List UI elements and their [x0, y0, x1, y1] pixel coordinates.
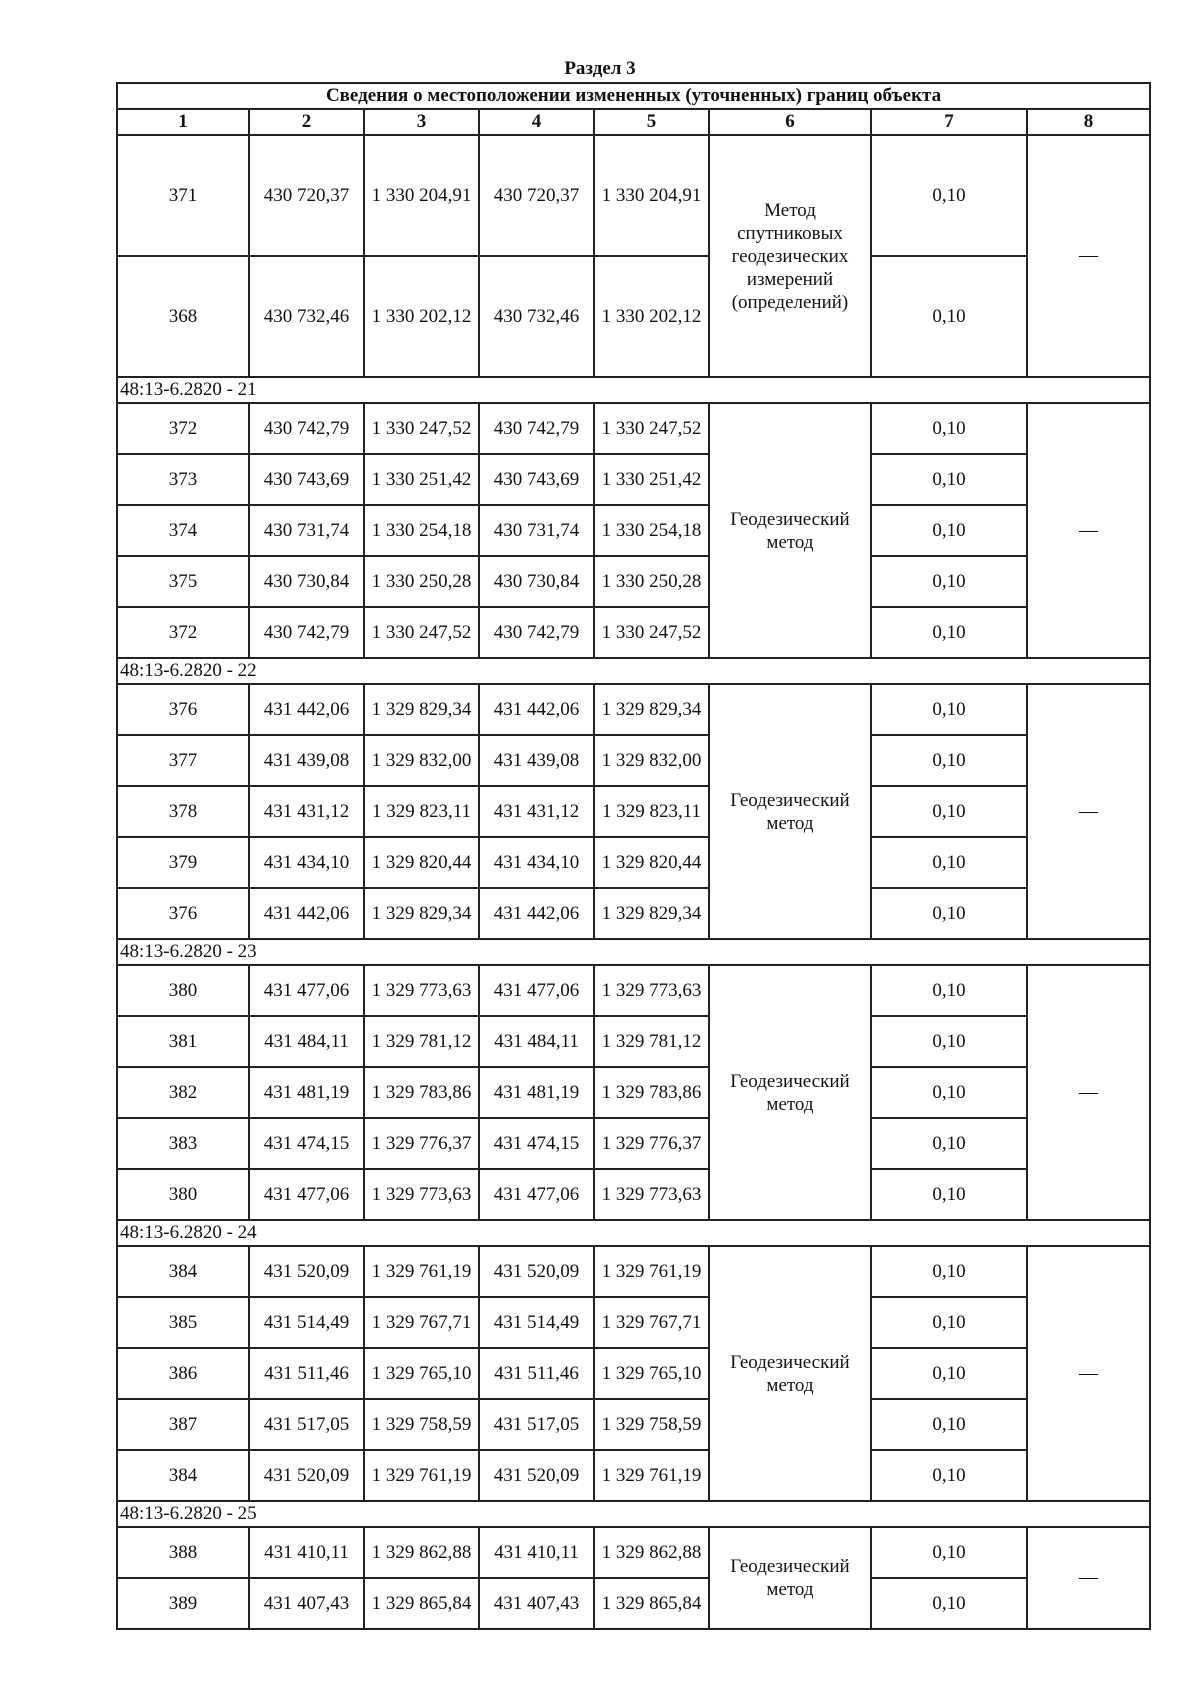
group-header-row [117, 1220, 1150, 1246]
coord-x-new: 430 743,69 [479, 454, 594, 505]
accuracy-value: 0,10 [871, 1067, 1027, 1118]
coord-y-new: 1 329 829,34 [594, 888, 709, 939]
accuracy-value: 0,10 [871, 786, 1027, 837]
coord-y-new: 1 330 250,28 [594, 556, 709, 607]
column-number: 7 [871, 109, 1027, 135]
method-line: спутниковых [737, 222, 843, 244]
table-row [117, 135, 1150, 256]
method-line: измерений [746, 268, 834, 290]
coord-x-existing: 430 732,46 [249, 256, 364, 377]
col8-dash: — [1027, 403, 1150, 658]
table-row [117, 556, 1150, 607]
coord-y-existing: 1 329 865,84 [364, 1578, 479, 1629]
point-number: 368 [117, 256, 249, 377]
coord-y-new: 1 329 820,44 [594, 837, 709, 888]
coord-y-new: 1 329 758,59 [594, 1399, 709, 1450]
coord-x-new: 431 439,08 [479, 735, 594, 786]
table-row [117, 1169, 1150, 1220]
coord-x-new: 431 442,06 [479, 888, 594, 939]
coord-y-new: 1 329 761,19 [594, 1246, 709, 1297]
coord-x-existing: 431 514,49 [249, 1297, 364, 1348]
coord-y-existing: 1 330 250,28 [364, 556, 479, 607]
coord-x-existing: 431 517,05 [249, 1399, 364, 1450]
coord-x-existing: 430 743,69 [249, 454, 364, 505]
point-number: 371 [117, 135, 249, 256]
point-number: 380 [117, 965, 249, 1016]
table-row [117, 1297, 1150, 1348]
point-number: 376 [117, 888, 249, 939]
coord-x-existing: 431 511,46 [249, 1348, 364, 1399]
coord-y-new: 1 329 761,19 [594, 1450, 709, 1501]
table-row [117, 1450, 1150, 1501]
point-number: 380 [117, 1169, 249, 1220]
table-row [117, 454, 1150, 505]
group-header-row [117, 377, 1150, 403]
accuracy-value: 0,10 [871, 1450, 1027, 1501]
accuracy-value: 0,10 [871, 1246, 1027, 1297]
column-number: 8 [1027, 109, 1150, 135]
coord-x-existing: 431 407,43 [249, 1578, 364, 1629]
coord-y-new: 1 329 773,63 [594, 965, 709, 1016]
coord-y-new: 1 329 776,37 [594, 1118, 709, 1169]
coord-y-new: 1 329 783,86 [594, 1067, 709, 1118]
coord-x-existing: 431 484,11 [249, 1016, 364, 1067]
column-number-row [117, 109, 1150, 135]
coord-x-existing: 431 410,11 [249, 1527, 364, 1578]
coord-y-new: 1 329 829,34 [594, 684, 709, 735]
point-number: 388 [117, 1527, 249, 1578]
coord-y-new: 1 330 254,18 [594, 505, 709, 556]
point-number: 376 [117, 684, 249, 735]
table-row [117, 1527, 1150, 1578]
coord-y-new: 1 330 251,42 [594, 454, 709, 505]
table-row [117, 505, 1150, 556]
coord-x-new: 431 431,12 [479, 786, 594, 837]
coord-y-existing: 1 329 776,37 [364, 1118, 479, 1169]
coord-y-new: 1 330 247,52 [594, 403, 709, 454]
method-line: Геодезический [730, 1070, 850, 1092]
table-caption: Сведения о местоположении измененных (уточненных) границ объекта [117, 83, 1150, 109]
table-row [117, 837, 1150, 888]
col8-dash: — [1027, 135, 1150, 377]
column-number: 2 [249, 109, 364, 135]
table-row [117, 684, 1150, 735]
coord-y-existing: 1 329 783,86 [364, 1067, 479, 1118]
coord-x-existing: 431 442,06 [249, 888, 364, 939]
col8-dash: — [1027, 1246, 1150, 1501]
coord-x-new: 431 477,06 [479, 965, 594, 1016]
table-row [117, 1399, 1150, 1450]
method-cell [709, 1527, 871, 1629]
group-label: 48:13-6.2820 - 22 [117, 658, 1150, 684]
coord-y-existing: 1 330 202,12 [364, 256, 479, 377]
point-number: 377 [117, 735, 249, 786]
group-header-row [117, 658, 1150, 684]
method-line: (определений) [731, 291, 849, 313]
point-number: 387 [117, 1399, 249, 1450]
coord-x-new: 431 442,06 [479, 684, 594, 735]
table-row [117, 256, 1150, 377]
point-number: 383 [117, 1118, 249, 1169]
coord-x-new: 431 520,09 [479, 1246, 594, 1297]
coord-x-existing: 430 742,79 [249, 403, 364, 454]
coord-x-existing: 431 481,19 [249, 1067, 364, 1118]
accuracy-value: 0,10 [871, 1399, 1027, 1450]
coord-x-new: 431 520,09 [479, 1450, 594, 1501]
point-number: 374 [117, 505, 249, 556]
coord-x-new: 430 720,37 [479, 135, 594, 256]
col8-dash: — [1027, 684, 1150, 939]
group-header-row [117, 1501, 1150, 1527]
method-line: Геодезический [730, 789, 850, 811]
point-number: 372 [117, 403, 249, 454]
table-row [117, 786, 1150, 837]
point-number: 372 [117, 607, 249, 658]
point-number: 378 [117, 786, 249, 837]
group-header-row [117, 939, 1150, 965]
method-cell [709, 403, 871, 658]
column-number: 6 [709, 109, 871, 135]
coord-y-new: 1 329 865,84 [594, 1578, 709, 1629]
method-cell [709, 684, 871, 939]
table-row [117, 1348, 1150, 1399]
accuracy-value: 0,10 [871, 454, 1027, 505]
table-row [117, 607, 1150, 658]
point-number: 384 [117, 1450, 249, 1501]
coord-y-existing: 1 329 829,34 [364, 888, 479, 939]
group-label: 48:13-6.2820 - 24 [117, 1220, 1150, 1246]
method-line: Геодезический [730, 508, 850, 530]
table-row [117, 965, 1150, 1016]
coord-y-existing: 1 329 820,44 [364, 837, 479, 888]
coord-x-existing: 431 474,15 [249, 1118, 364, 1169]
point-number: 379 [117, 837, 249, 888]
point-number: 389 [117, 1578, 249, 1629]
table-row [117, 735, 1150, 786]
coord-y-new: 1 330 202,12 [594, 256, 709, 377]
point-number: 375 [117, 556, 249, 607]
group-label: 48:13-6.2820 - 25 [117, 1501, 1150, 1527]
accuracy-value: 0,10 [871, 735, 1027, 786]
coord-x-new: 430 731,74 [479, 505, 594, 556]
coord-y-new: 1 329 765,10 [594, 1348, 709, 1399]
method-line: геодезических [731, 245, 849, 267]
accuracy-value: 0,10 [871, 888, 1027, 939]
column-number: 5 [594, 109, 709, 135]
method-line: метод [766, 1579, 814, 1600]
column-number: 4 [479, 109, 594, 135]
coord-y-new: 1 330 204,91 [594, 135, 709, 256]
accuracy-value: 0,10 [871, 837, 1027, 888]
coord-x-new: 431 484,11 [479, 1016, 594, 1067]
coord-x-existing: 431 520,09 [249, 1246, 364, 1297]
coord-x-new: 430 742,79 [479, 607, 594, 658]
group-label: 48:13-6.2820 - 23 [117, 939, 1150, 965]
coord-y-existing: 1 330 204,91 [364, 135, 479, 256]
method-line: метод [766, 812, 814, 834]
accuracy-value: 0,10 [871, 556, 1027, 607]
coord-y-existing: 1 329 773,63 [364, 1169, 479, 1220]
coord-x-existing: 431 439,08 [249, 735, 364, 786]
table-row [117, 1578, 1150, 1629]
coord-x-new: 431 514,49 [479, 1297, 594, 1348]
method-cell [709, 1246, 871, 1501]
table-row [117, 1246, 1150, 1297]
coord-x-new: 430 742,79 [479, 403, 594, 454]
method-line: метод [766, 1374, 814, 1396]
accuracy-value: 0,10 [871, 1527, 1027, 1578]
coord-x-new: 431 477,06 [479, 1169, 594, 1220]
coord-x-new: 431 517,05 [479, 1399, 594, 1450]
coord-x-existing: 431 477,06 [249, 1169, 364, 1220]
method-line: Метод [764, 199, 816, 221]
coord-x-new: 431 481,19 [479, 1067, 594, 1118]
coord-y-existing: 1 329 862,88 [364, 1527, 479, 1578]
coord-y-new: 1 329 823,11 [594, 786, 709, 837]
coord-y-existing: 1 329 767,71 [364, 1297, 479, 1348]
coord-y-existing: 1 330 247,52 [364, 403, 479, 454]
coord-y-existing: 1 329 761,19 [364, 1450, 479, 1501]
coord-x-new: 431 511,46 [479, 1348, 594, 1399]
method-line: метод [766, 531, 814, 553]
table-row [117, 1067, 1150, 1118]
coord-x-existing: 430 730,84 [249, 556, 364, 607]
method-line: Геодезический [730, 1351, 850, 1373]
group-label: 48:13-6.2820 - 21 [117, 377, 1150, 403]
point-number: 385 [117, 1297, 249, 1348]
coord-x-existing: 431 431,12 [249, 786, 364, 837]
coord-y-existing: 1 330 251,42 [364, 454, 479, 505]
coord-x-existing: 431 520,09 [249, 1450, 364, 1501]
table-row [117, 403, 1150, 454]
coord-y-existing: 1 330 247,52 [364, 607, 479, 658]
method-line: метод [766, 1093, 814, 1115]
point-number: 386 [117, 1348, 249, 1399]
coord-y-existing: 1 329 829,34 [364, 684, 479, 735]
coord-y-new: 1 329 767,71 [594, 1297, 709, 1348]
accuracy-value: 0,10 [871, 256, 1027, 377]
coord-x-new: 431 407,43 [479, 1578, 594, 1629]
coord-y-existing: 1 329 781,12 [364, 1016, 479, 1067]
point-number: 382 [117, 1067, 249, 1118]
section-title: Раздел 3 [564, 58, 636, 79]
accuracy-value: 0,10 [871, 135, 1027, 256]
method-cell [709, 135, 871, 377]
coord-x-new: 430 732,46 [479, 256, 594, 377]
coord-y-existing: 1 330 254,18 [364, 505, 479, 556]
coord-x-existing: 431 434,10 [249, 837, 364, 888]
coord-y-existing: 1 329 765,10 [364, 1348, 479, 1399]
point-number: 381 [117, 1016, 249, 1067]
column-number: 3 [364, 109, 479, 135]
boundary-coordinates-table [116, 82, 1151, 1630]
coord-x-new: 431 434,10 [479, 837, 594, 888]
method-cell [709, 965, 871, 1220]
table-row [117, 888, 1150, 939]
coord-x-new: 431 410,11 [479, 1527, 594, 1578]
coord-x-new: 431 474,15 [479, 1118, 594, 1169]
coord-x-new: 430 730,84 [479, 556, 594, 607]
coord-y-new: 1 329 781,12 [594, 1016, 709, 1067]
table-caption-row [117, 83, 1150, 109]
coord-y-existing: 1 329 758,59 [364, 1399, 479, 1450]
coord-x-existing: 430 720,37 [249, 135, 364, 256]
accuracy-value: 0,10 [871, 505, 1027, 556]
table-row [117, 1016, 1150, 1067]
accuracy-value: 0,10 [871, 1118, 1027, 1169]
coord-x-existing: 431 477,06 [249, 965, 364, 1016]
col8-dash: — [1027, 965, 1150, 1220]
accuracy-value: 0,10 [871, 607, 1027, 658]
coord-y-new: 1 329 773,63 [594, 1169, 709, 1220]
coord-y-existing: 1 329 823,11 [364, 786, 479, 837]
accuracy-value: 0,10 [871, 1169, 1027, 1220]
accuracy-value: 0,10 [871, 1348, 1027, 1399]
coord-x-existing: 430 731,74 [249, 505, 364, 556]
accuracy-value: 0,10 [871, 1578, 1027, 1629]
accuracy-value: 0,10 [871, 403, 1027, 454]
col8-dash: — [1027, 1527, 1150, 1629]
coord-x-existing: 430 742,79 [249, 607, 364, 658]
coord-y-new: 1 330 247,52 [594, 607, 709, 658]
accuracy-value: 0,10 [871, 1016, 1027, 1067]
accuracy-value: 0,10 [871, 1297, 1027, 1348]
point-number: 384 [117, 1246, 249, 1297]
method-line: Геодезический [730, 1556, 850, 1577]
coord-y-existing: 1 329 773,63 [364, 965, 479, 1016]
coord-y-new: 1 329 832,00 [594, 735, 709, 786]
column-number: 1 [117, 109, 249, 135]
coord-y-new: 1 329 862,88 [594, 1527, 709, 1578]
point-number: 373 [117, 454, 249, 505]
coord-x-existing: 431 442,06 [249, 684, 364, 735]
table-row [117, 1118, 1150, 1169]
accuracy-value: 0,10 [871, 684, 1027, 735]
coord-y-existing: 1 329 832,00 [364, 735, 479, 786]
accuracy-value: 0,10 [871, 965, 1027, 1016]
coord-y-existing: 1 329 761,19 [364, 1246, 479, 1297]
